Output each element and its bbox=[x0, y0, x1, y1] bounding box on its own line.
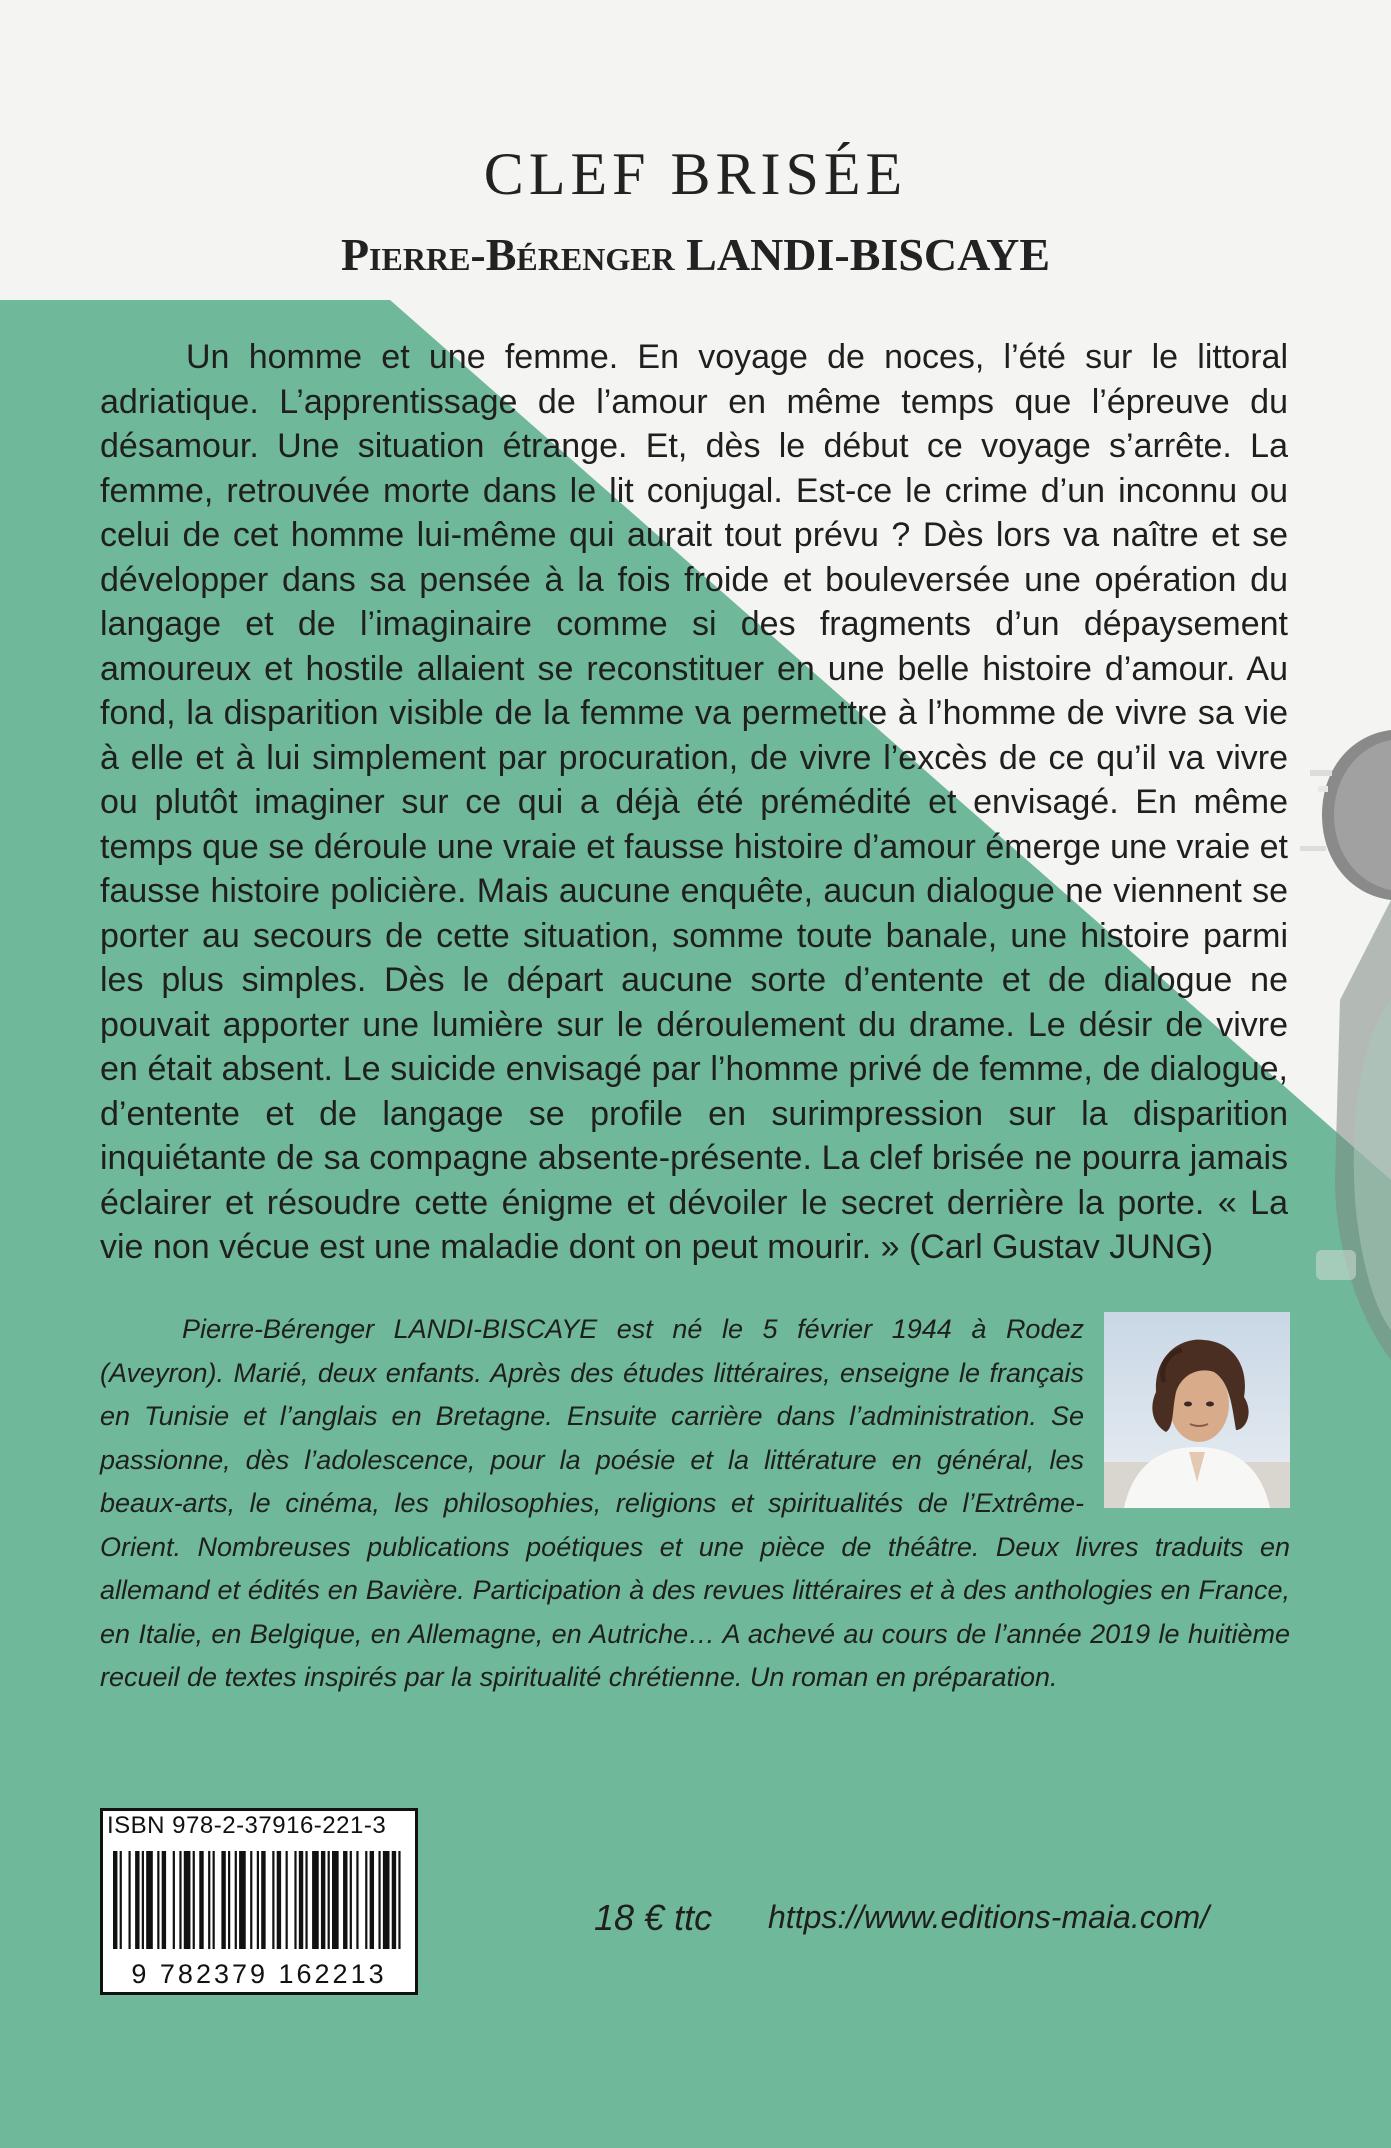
barcode-bar bbox=[321, 1851, 325, 1949]
barcode-bar bbox=[250, 1851, 252, 1949]
barcode-bar bbox=[343, 1851, 347, 1949]
synopsis-text: Un homme et une femme. En voyage de noces, l’été sur le littoral adriatique. L’apprentissage de l’amour en même temps que l’épreuve du désamour. Une situation étrange. Et, dès le début ce voyage s’arrête. La femme, retrouvée morte dans le lit conjugal. Est-ce le crime d’un inconnu ou celui de cet homme lui-même qui aurait tout prévu ? Dès lors va naître et se développer dans sa pensée à la fois froide et bouleversée une opération du langage et de l’imaginaire comme si des fragments d’un dépaysement amoureux et hostile allaient se reconstituer en une belle histoire d’amour. Au fond, la disparition visible de la femme va permettre à l’homme de vivre sa vie à elle et à lui simplement par procuration, de vivre l’excès de ce qu’il va vivre ou plutôt imaginer sur ce qui a déjà été prémédité et envisagé. En même temps que se déroule une vraie et fausse histoire d’amour émerge une vraie et fausse histoire policière. Mais aucune enquête, aucun dialogue ne viennent se porter au secours de cette situation, somme toute banale, une histoire parmi les plus simples. Dès le départ aucune sorte d’entente et de dialogue ne pouvait apporter une lumière sur le déroulement du drame. Le désir de vivre en était absent. Le suicide envisagé par l’homme privé de femme, de dialogue, d’entente et de langage se profile en surimpression sur la disparition inquiétante de sa compagne absente-présente. La clef brisée ne pourra jamais éclairer et résoudre cette énigme et dévoiler le secret derrière la porte. « La vie non vécue est une maladie dont on peut mourir. » (Carl Gustav JUNG) bbox=[100, 338, 1288, 1266]
barcode-bar bbox=[312, 1851, 319, 1949]
barcode-bar bbox=[157, 1851, 159, 1949]
barcode-bar bbox=[392, 1851, 396, 1949]
barcode-bar bbox=[113, 1851, 117, 1949]
ean13-barcode-icon bbox=[113, 1851, 405, 1949]
barcode-bar bbox=[370, 1851, 374, 1949]
author-portrait-icon bbox=[1104, 1312, 1290, 1508]
barcode-bar bbox=[378, 1851, 380, 1949]
barcode-bar bbox=[120, 1851, 122, 1949]
author-given-name: Pierre-Bérenger bbox=[340, 229, 675, 280]
barcode-bar bbox=[193, 1851, 195, 1949]
barcode-bar bbox=[294, 1851, 296, 1949]
barcode-bar bbox=[261, 1851, 265, 1949]
barcode-bar bbox=[305, 1851, 307, 1949]
barcode-bar bbox=[257, 1851, 259, 1949]
barcode-bar bbox=[272, 1851, 274, 1949]
barcode-bar bbox=[239, 1851, 246, 1949]
barcode-bar bbox=[179, 1851, 181, 1949]
price: 18 € ttc bbox=[594, 1897, 713, 1938]
isbn-barcode-block bbox=[100, 1808, 418, 1995]
barcode-bar bbox=[299, 1851, 303, 1949]
barcode-bar bbox=[328, 1851, 330, 1949]
author-bio-text: Pierre-Bérenger LANDI-BISCAYE est né le 5 février 1944 à Rodez (Aveyron). Marié, deux enfants. Après des études littéraires, enseigne le français en Tunisie et l’anglais en Bretagne. Ensuite carrière dans l’administration. Se passionne, dès l’adolescence, pour la poésie et la littérature en général, les beaux-arts, le cinéma, les philosophies, religions et spiritualités de l’Extrême-Orient. Nombreuses publications poétiques et une pièce de théâtre. Deux livres traduits en allemand et édités en Bavière. Participation à des revues littéraires et à des anthologies en France, en Italie, en Belgique, en Allemagne, en Autriche… A achevé au cours de l’année 2019 le huitième recueil de textes inspirés par la spiritualité chrétienne. Un roman en préparation. bbox=[100, 1314, 1290, 1692]
barcode-bar bbox=[184, 1851, 191, 1949]
isbn-label: ISBN 978-2-37916-221-3 bbox=[107, 1812, 387, 1839]
barcode-bar bbox=[173, 1851, 175, 1949]
barcode-bar bbox=[199, 1851, 203, 1949]
author-name bbox=[0, 228, 1391, 281]
publisher-url: https://www.editions-maia.com/ bbox=[768, 1899, 1210, 1935]
barcode-bar bbox=[356, 1851, 358, 1949]
barcode-bar bbox=[135, 1851, 139, 1949]
author-family-name: LANDI-BISCAYE bbox=[686, 229, 1051, 280]
barcode-bar bbox=[128, 1851, 130, 1949]
barcode-bar bbox=[162, 1851, 166, 1949]
barcode-bar bbox=[332, 1851, 339, 1949]
barcode-bar bbox=[398, 1851, 400, 1949]
barcode-bar bbox=[142, 1851, 144, 1949]
barcode-bar bbox=[208, 1851, 210, 1949]
barcode-bar bbox=[350, 1851, 352, 1949]
barcode-bar bbox=[235, 1851, 237, 1949]
barcode-bar bbox=[221, 1851, 225, 1949]
barcode-bar bbox=[213, 1851, 215, 1949]
isbn-digits: 9 782379 162213 bbox=[131, 1959, 387, 1989]
barcode-bar bbox=[277, 1851, 281, 1949]
barcode-bar bbox=[383, 1851, 390, 1949]
barcode-bar bbox=[286, 1851, 288, 1949]
author-bio bbox=[100, 1308, 1290, 1700]
barcode-bar bbox=[146, 1851, 153, 1949]
barcode-bar bbox=[228, 1851, 230, 1949]
book-title: CLEF BRISÉE bbox=[483, 141, 908, 207]
barcode-bar bbox=[365, 1851, 367, 1949]
